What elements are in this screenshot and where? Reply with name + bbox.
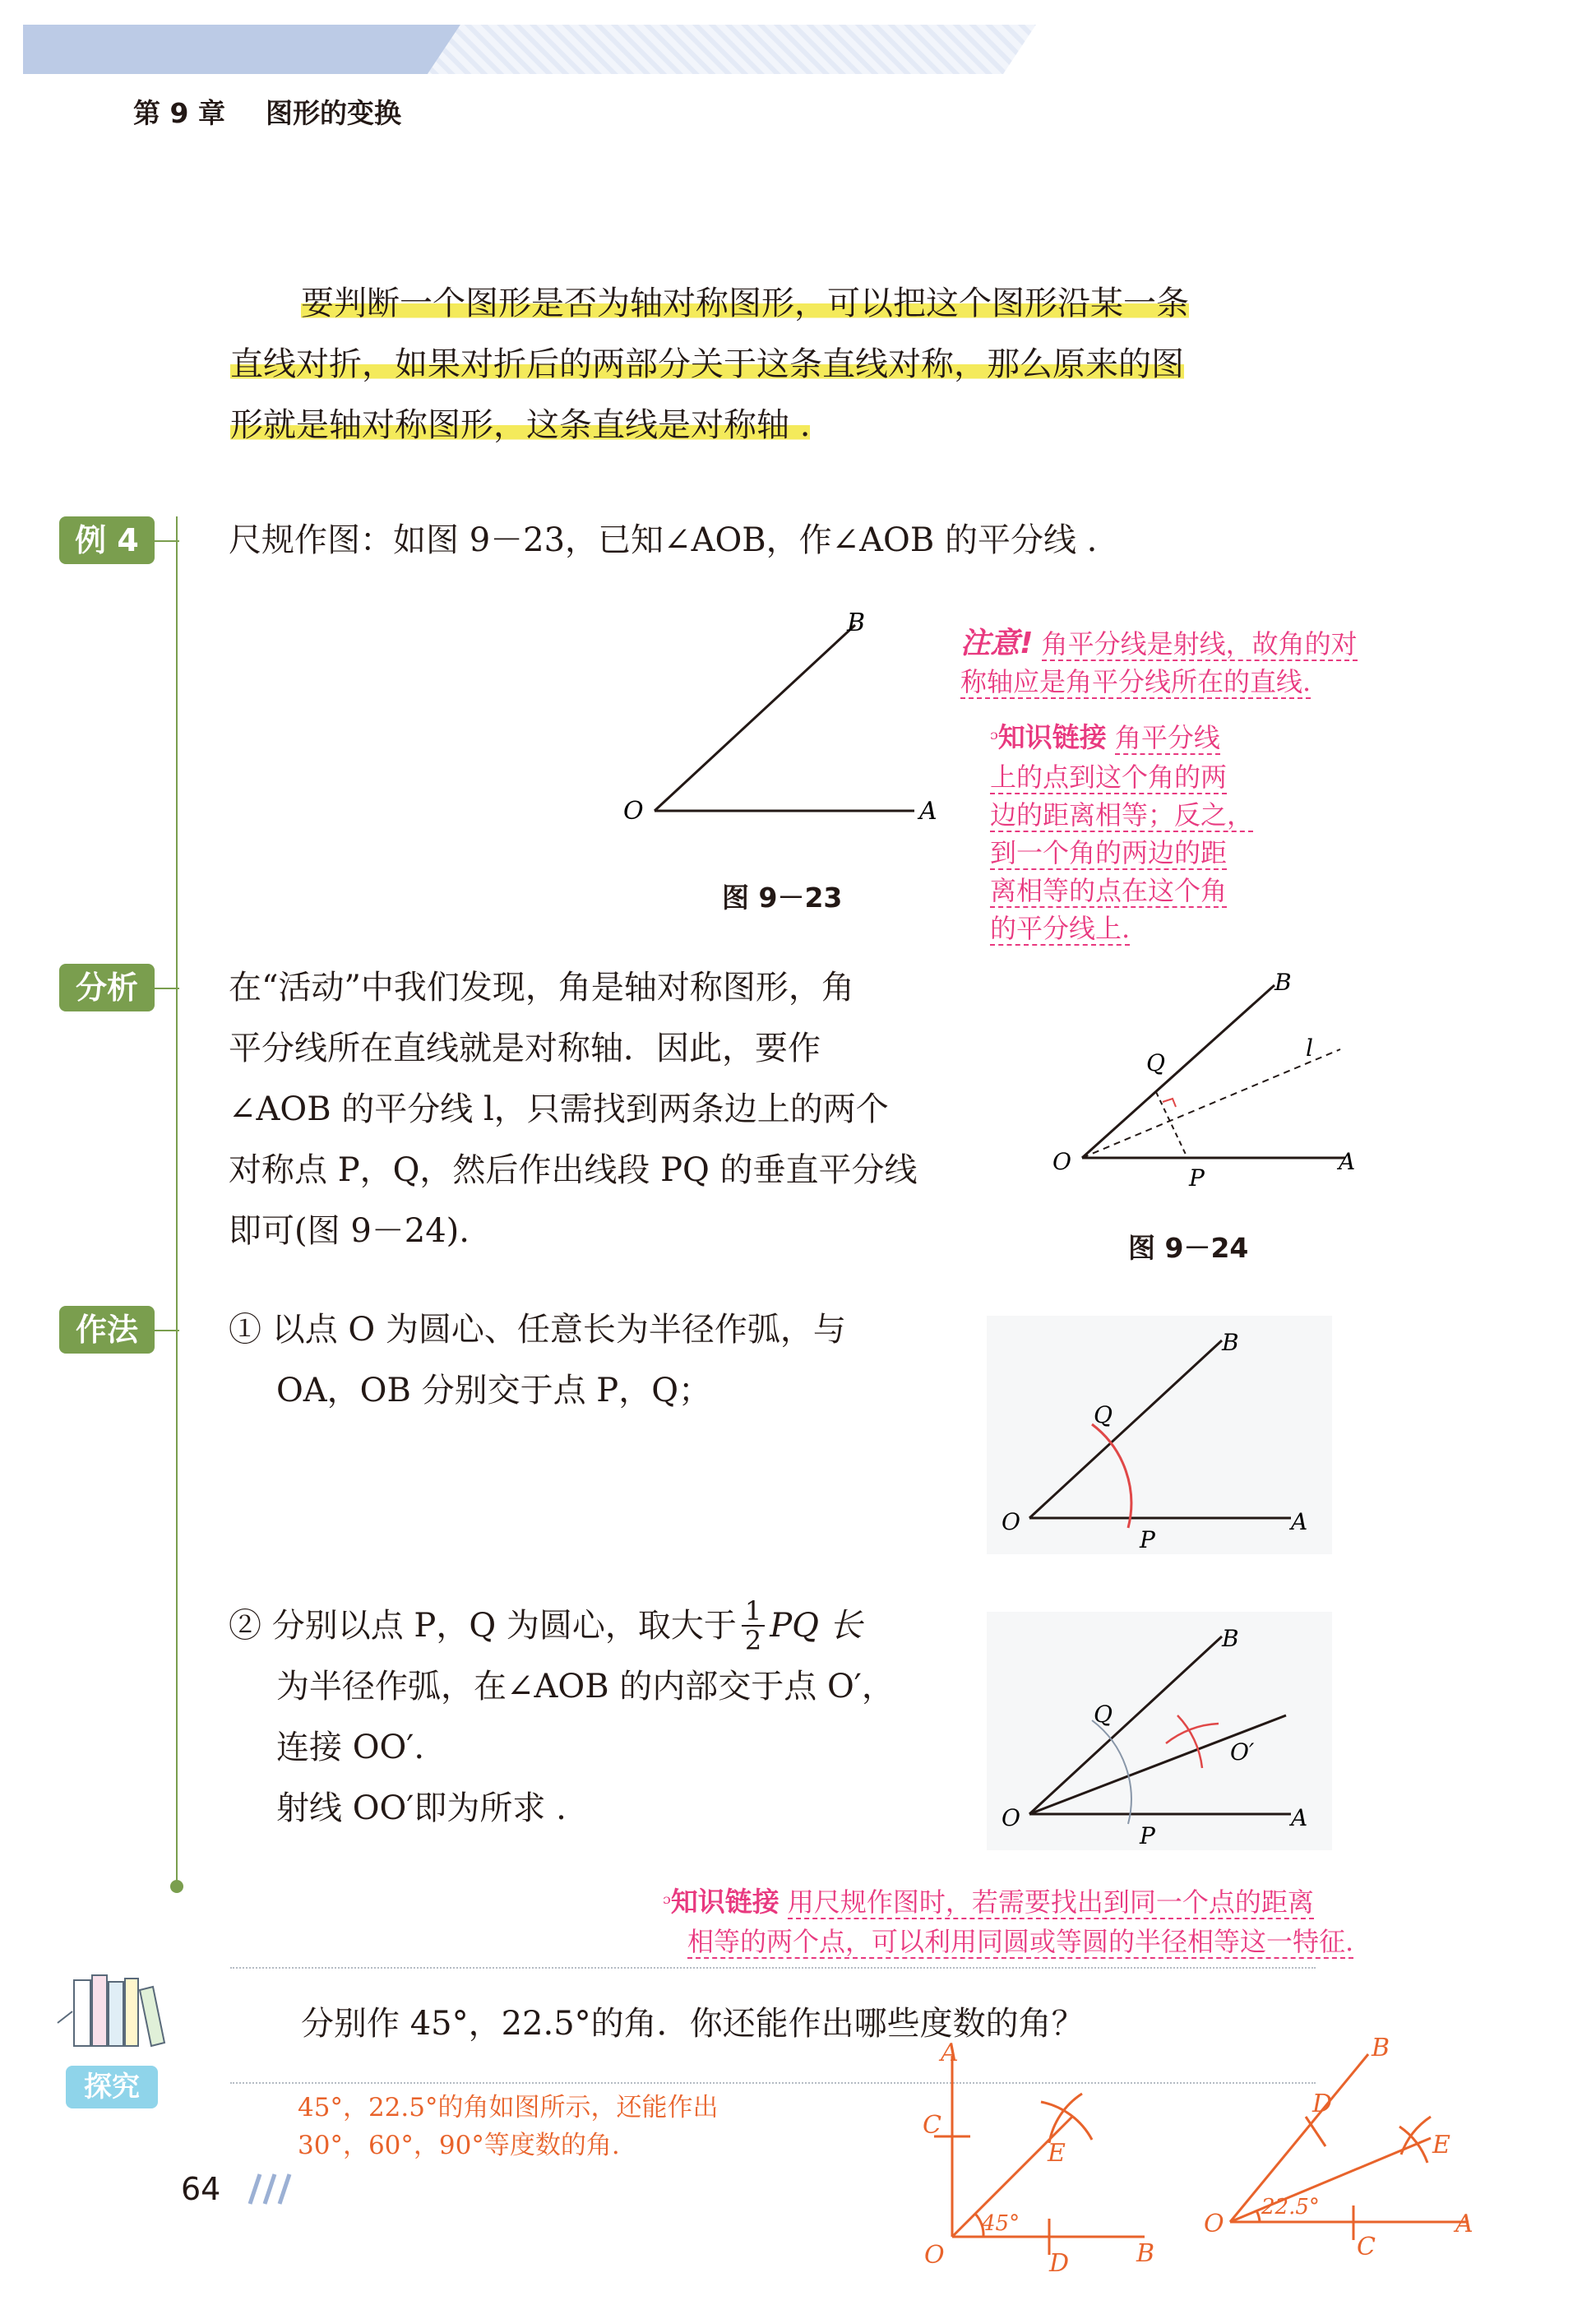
example-text: 尺规作图：如图 9－23，已知∠AOB，作∠AOB 的平分线 .	[229, 521, 1098, 559]
fig225-label-C: C	[1357, 2233, 1376, 2261]
fig24-label-A: A	[1339, 1148, 1356, 1175]
fig225-label-B: B	[1372, 2034, 1390, 2062]
fig225-label-E: E	[1432, 2131, 1450, 2159]
example-tag-connector	[155, 540, 179, 542]
knowledge2-line-2: 相等的两个点，可以利用同圆或等圆的半径相等这一特征.	[687, 1926, 1354, 1957]
step1-label-P: P	[1140, 1526, 1155, 1553]
fig45-label-C: C	[923, 2111, 941, 2140]
figure-step-1	[987, 1316, 1349, 1562]
link-icon: ᵓ	[990, 725, 998, 752]
analysis-paragraph	[229, 957, 1018, 1261]
page-number: 64	[181, 2171, 221, 2207]
step2-line-3: 连接 OO′.	[276, 1729, 425, 1766]
knowledge2-title: 知识链接	[670, 1886, 779, 1918]
note-box	[960, 625, 1429, 701]
knowledge1-line-6: 的平分线上.	[990, 913, 1131, 944]
header-banner	[0, 0, 1596, 82]
step2-label-O-prime: O′	[1230, 1738, 1255, 1766]
step1-line-1: ① 以点 O 为圆心、任意长为半径作弧，与	[229, 1311, 846, 1349]
step1-label-O: O	[1002, 1508, 1020, 1535]
analysis-line-4: 对称点 P，Q，然后作出线段 PQ 的垂直平分线	[229, 1151, 918, 1189]
explore-answer	[298, 2089, 873, 2164]
fig45-label-O: O	[924, 2241, 945, 2270]
figure-22-5-degree	[1192, 2031, 1497, 2270]
analysis-line-2: 平分线所在直线就是对称轴．因此，要作	[229, 1030, 821, 1067]
knowledge1-line-1: 角平分线	[1114, 722, 1220, 753]
step2-label-P: P	[1140, 1822, 1155, 1849]
analysis-line-5: 即可(图 9－24).	[229, 1212, 470, 1250]
step2-label-Q: Q	[1094, 1701, 1113, 1728]
figure-9-24	[1036, 962, 1381, 1192]
knowledge1-line-2: 上的点到这个角的两	[990, 761, 1228, 793]
fig23-label-B: B	[847, 609, 866, 637]
fraction-denominator: 2	[744, 1625, 762, 1656]
intro-line-1: 要判断一个图形是否为轴对称图形，可以把这个图形沿某一条	[301, 285, 1189, 322]
answer-line-1: 45°，22.5°的角如图所示，还能作出	[298, 2093, 719, 2122]
method-tag: 作法	[59, 1306, 155, 1354]
chapter-number: 第 9 章	[133, 97, 225, 129]
step1-label-B: B	[1222, 1329, 1239, 1356]
step2-line-1	[229, 1595, 1002, 1656]
step2-label-O: O	[1002, 1804, 1020, 1831]
fig45-label-D: D	[1049, 2249, 1070, 2278]
books-icon	[54, 1964, 169, 2054]
step2-label-B: B	[1222, 1625, 1239, 1652]
knowledge2-line-1: 用尺规作图时，若需要找出到同一个点的距离	[787, 1886, 1314, 1918]
step2-line-4: 射线 OO′即为所求 .	[276, 1789, 567, 1827]
analysis-line-1: 在“活动”中我们发现，角是轴对称图形，角	[229, 969, 854, 1007]
step2-label-A: A	[1291, 1804, 1308, 1831]
fig45-label-B: B	[1136, 2239, 1155, 2268]
note-line-1: 角平分线是射线，故角的对	[1041, 628, 1358, 660]
fig24-label-B: B	[1274, 969, 1292, 996]
fig24-label-l: l	[1306, 1034, 1313, 1062]
analysis-tag-connector	[155, 988, 179, 989]
example-tag: 例 4	[59, 516, 155, 564]
fig45-label-A: A	[941, 2039, 959, 2067]
explore-tag: 探究	[66, 2066, 158, 2108]
knowledge1-line-4: 到一个角的两边的距	[990, 837, 1228, 868]
fig23-caption: 图 9－23	[722, 882, 843, 914]
note-line-2: 称轴应是角平分线所在的直线.	[960, 666, 1311, 697]
explore-question: 分别作 45°，22.5°的角．你还能作出哪些度数的角？	[301, 2005, 1085, 2043]
chapter-title: 图形的变换	[265, 97, 401, 129]
fraction-one-half	[742, 1597, 765, 1655]
step1-label-A: A	[1291, 1508, 1308, 1535]
method-step-2	[229, 1595, 1002, 1839]
fig45-label-E: E	[1048, 2139, 1066, 2168]
section-guide-line	[176, 516, 178, 1881]
section-guide-dot	[170, 1880, 183, 1893]
figure-45-degree	[901, 2039, 1173, 2278]
step1-line-2: OA，OB 分别交于点 P，Q；	[276, 1372, 712, 1409]
step2-line-2: 为半径作弧，在∠AOB 的内部交于点 O′，	[276, 1668, 895, 1706]
method-tag-connector	[155, 1330, 179, 1331]
step2-post: PQ 长	[770, 1607, 863, 1645]
intro-line-2: 直线对折，如果对折后的两部分关于这条直线对称，那么原来的图	[230, 345, 1184, 383]
fig225-label-A: A	[1455, 2210, 1473, 2238]
step2-pre: ② 分别以点 P，Q 为圆心，取大于	[229, 1607, 737, 1645]
knowledge-link-1	[990, 719, 1302, 947]
explore-separator-top	[230, 1967, 1316, 1969]
fig23-label-A: A	[919, 797, 937, 826]
figure-step-2	[987, 1612, 1349, 1858]
page-number-slashes	[235, 2168, 301, 2209]
figure-9-23	[608, 609, 954, 831]
knowledge-link-2	[663, 1883, 1493, 1960]
fraction-numerator: 1	[742, 1597, 765, 1627]
link-icon-2: ᵓ	[663, 1890, 671, 1917]
intro-line-3: 形就是轴对称图形，这条直线是对称轴 .	[230, 406, 811, 444]
fig225-label-angle: 22.5°	[1261, 2195, 1320, 2219]
fig24-label-P: P	[1189, 1164, 1205, 1192]
fig24-caption: 图 9－24	[1128, 1232, 1249, 1264]
fig225-label-D: D	[1312, 2090, 1333, 2118]
knowledge1-line-5: 离相等的点在这个角	[990, 875, 1228, 906]
fig24-label-Q: Q	[1146, 1049, 1165, 1076]
fig24-label-O: O	[1052, 1148, 1071, 1175]
chapter-header	[133, 92, 401, 131]
fig225-label-O: O	[1204, 2210, 1224, 2238]
fig23-label-O: O	[623, 797, 644, 826]
analysis-line-3: ∠AOB 的平分线 l，只需找到两条边上的两个	[229, 1090, 889, 1128]
answer-line-2: 30°，60°，90°等度数的角.	[298, 2131, 620, 2160]
intro-paragraph	[230, 273, 1365, 456]
analysis-tag: 分析	[59, 964, 155, 1011]
method-step-1	[229, 1299, 1002, 1421]
step1-label-Q: Q	[1094, 1401, 1113, 1428]
note-title: 注意!	[960, 627, 1034, 660]
knowledge1-title: 知识链接	[997, 721, 1107, 753]
knowledge1-line-3: 边的距离相等；反之，	[990, 799, 1254, 831]
fig45-label-angle: 45°	[982, 2211, 1020, 2236]
